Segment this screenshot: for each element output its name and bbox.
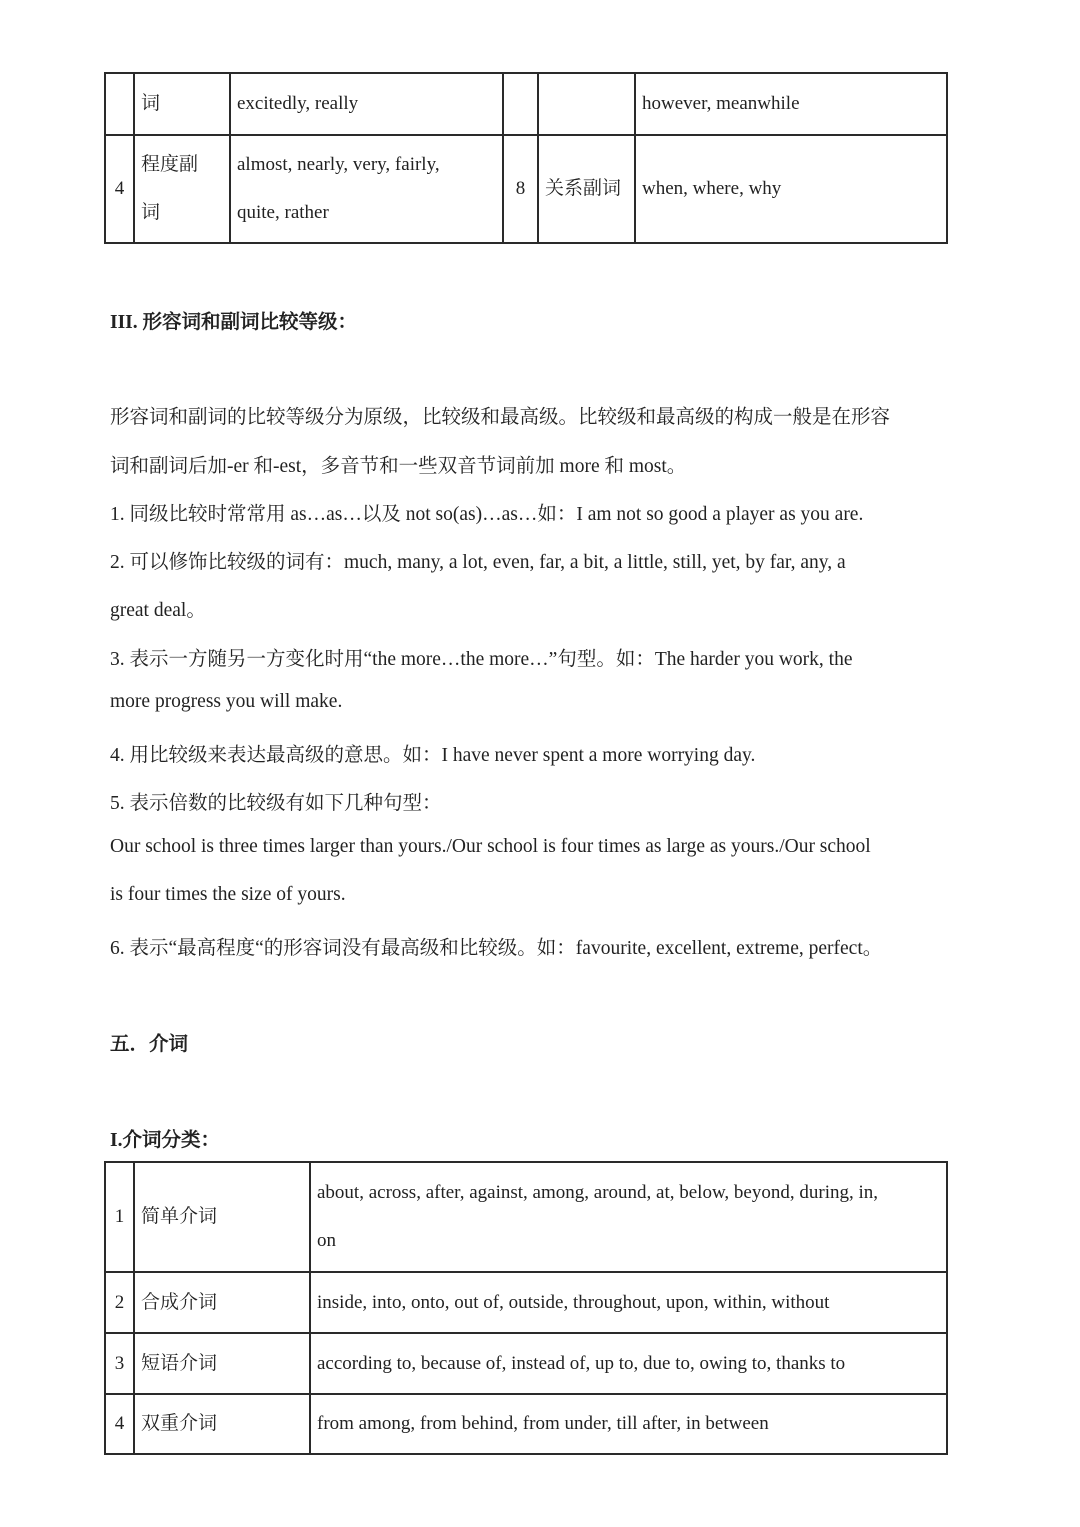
section-heading: 五．介词 xyxy=(110,1034,189,1055)
adverb-examples-line: almost, nearly, very, fairly, xyxy=(237,154,440,175)
adverb-classification-table xyxy=(104,72,948,244)
row-number: 1 xyxy=(105,1162,134,1272)
adverb-examples xyxy=(230,135,503,243)
adverb-type xyxy=(538,73,635,135)
list-item-continuation: more progress you will make. xyxy=(110,691,343,712)
table-row xyxy=(105,1333,947,1394)
adverb-examples: excitedly, really xyxy=(230,73,503,135)
row-number xyxy=(503,73,538,135)
example-line: Our school is three times larger than yours./Our school is four times as large as yours./Our school xyxy=(110,836,871,857)
preposition-type: 合成介词 xyxy=(134,1272,310,1333)
list-item: 4. 用比较级来表达最高级的意思。如：I have never spent a more worrying day. xyxy=(110,745,756,766)
preposition-examples-line: on xyxy=(317,1230,336,1251)
row-number: 8 xyxy=(503,135,538,243)
list-item: 1. 同级比较时常常用 as…as…以及 not so(as)…as…如：I am not so good a player as you are. xyxy=(110,504,864,525)
example-line: is four times the size of yours. xyxy=(110,884,346,905)
preposition-examples: inside, into, onto, out of, outside, throughout, upon, within, without xyxy=(310,1272,947,1333)
adverb-type-line: 程度副 xyxy=(141,154,199,175)
preposition-examples xyxy=(310,1162,947,1272)
table-row xyxy=(105,1272,947,1333)
table-row xyxy=(105,135,947,243)
row-number: 4 xyxy=(105,1394,134,1454)
subsection-heading: I.介词分类： xyxy=(110,1130,220,1151)
table-row xyxy=(105,73,947,135)
adverb-examples: however, meanwhile xyxy=(635,73,947,135)
preposition-classification-table xyxy=(104,1161,948,1455)
adverb-type: 词 xyxy=(134,73,230,135)
table-row xyxy=(105,1162,947,1272)
preposition-type: 简单介词 xyxy=(134,1162,310,1272)
row-number: 2 xyxy=(105,1272,134,1333)
preposition-examples: according to, because of, instead of, up to, due to, owing to, thanks to xyxy=(310,1333,947,1394)
row-number xyxy=(105,73,134,135)
adverb-examples: when, where, why xyxy=(635,135,947,243)
preposition-type: 双重介词 xyxy=(134,1394,310,1454)
adverb-type-line: 词 xyxy=(141,202,161,223)
paragraph-line: 词和副词后加-er 和-est，多音节和一些双音节词前加 more 和 most。 xyxy=(110,456,687,477)
row-number: 3 xyxy=(105,1333,134,1394)
preposition-type: 短语介词 xyxy=(134,1333,310,1394)
paragraph-line: 形容词和副词的比较等级分为原级，比较级和最高级。比较级和最高级的构成一般是在形容 xyxy=(110,407,891,428)
adverb-examples-line: quite, rather xyxy=(237,202,329,223)
list-item: 2. 可以修饰比较级的词有：much, many, a lot, even, far, a bit, a little, still, yet, by far, any, a xyxy=(110,552,846,573)
adverb-type: 关系副词 xyxy=(538,135,635,243)
section-heading: III. 形容词和副词比较等级： xyxy=(110,312,358,333)
list-item: 3. 表示一方随另一方变化时用“the more…the more…”句型。如：The harder you work, the xyxy=(110,649,853,670)
adverb-type xyxy=(134,135,230,243)
table-row xyxy=(105,1394,947,1454)
preposition-examples: from among, from behind, from under, till after, in between xyxy=(310,1394,947,1454)
list-item: 5. 表示倍数的比较级有如下几种句型： xyxy=(110,793,442,814)
preposition-examples-line: about, across, after, against, among, around, at, below, beyond, during, in, xyxy=(317,1182,879,1203)
list-item: 6. 表示“最高程度“的形容词没有最高级和比较级。如：favourite, excellent, extreme, perfect。 xyxy=(110,938,883,959)
list-item-continuation: great deal。 xyxy=(110,600,206,621)
row-number: 4 xyxy=(105,135,134,243)
